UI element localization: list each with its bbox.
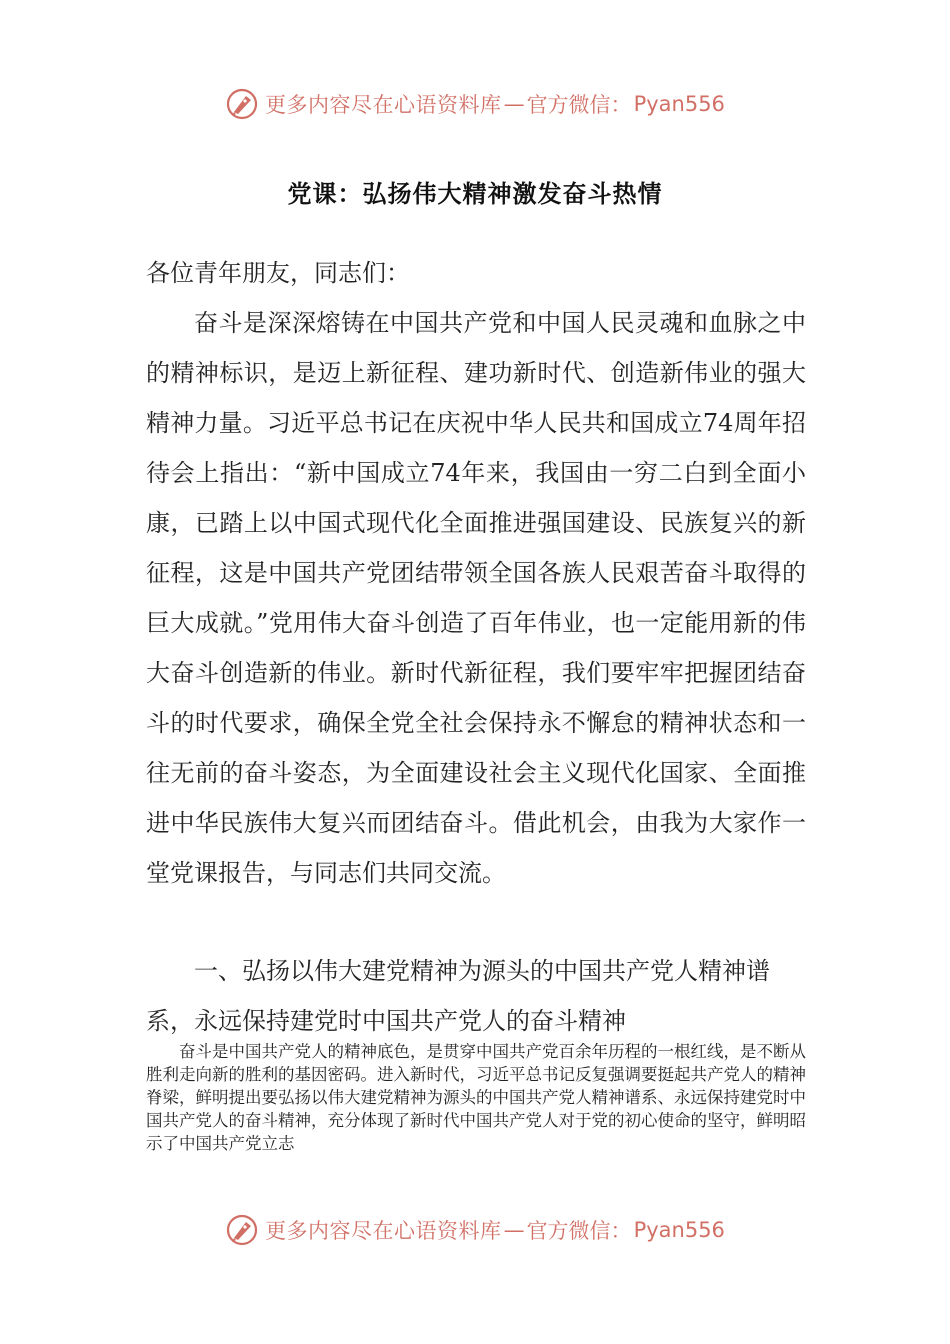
watermark-dash: — — [503, 92, 525, 116]
watermark-id: Pyan556 — [633, 92, 725, 116]
watermark-header — [0, 84, 950, 124]
document-title: 党课：弘扬伟大精神激发奋斗热情 — [287, 180, 663, 208]
watermark-main-text: 更多内容尽在心语资料库 — [265, 1219, 502, 1243]
pen-nib-logo-icon — [225, 1213, 259, 1247]
pen-nib-logo-icon — [225, 87, 259, 121]
section-heading-1: 一、弘扬以伟大建党精神为源头的中国共产党人精神谱系，永远保持建党时中国共产党人的奋斗精神 — [146, 957, 770, 1035]
watermark-dash: — — [503, 1218, 525, 1242]
watermark-suffix: 官方微信： — [526, 93, 632, 117]
paragraph-1: 奋斗是深深熔铸在中国共产党和中国人民灵魂和血脉之中的精神标识，是迈上新征程、建功新时代、创造新伟业的强大精神力量。习近平总书记在庆祝中华人民共和国成立74周年招待会上指出：“新中国成立74年来，我国由一穷二白到全面小康，已踏上以中国式现代化全面推进强国建设、民族复兴的新征程，这是中国共产党团结带领全国各族人民艰苦奋斗取得的巨大成就。”党用伟大奋斗创造了百年伟业，也一定能用新的伟大奋斗创造新的伟业。新时代新征程，我们要牢牢把握团结奋斗的时代要求，确保全党全社会保持永不懈怠的精神状态和一往无前的奋斗姿态，为全面建设社会主义现代化国家、全面推进中华民族伟大复兴而团结奋斗。借此机会，由我为大家作一堂党课报告，与同志们共同交流。 — [146, 309, 806, 887]
watermark-id: Pyan556 — [633, 1218, 725, 1242]
watermark-main-text: 更多内容尽在心语资料库 — [265, 93, 502, 117]
watermark-suffix: 官方微信： — [526, 1219, 632, 1243]
salutation: 各位青年朋友，同志们： — [146, 259, 410, 287]
watermark-footer — [0, 1210, 950, 1250]
paragraph-2: 奋斗是中国共产党人的精神底色，是贯穿中国共产党百余年历程的一根红线，是不断从胜利走向新的胜利的基因密码。进入新时代，习近平总书记反复强调要挺起共产党人的精神脊梁，鲜明提出要弘扬以伟大建党精神为源头的中国共产党人精神谱系、永远保持建党时中国共产党人的奋斗精神，充分体现了新时代中国共产党人对于党的初心使命的坚守，鲜明昭示了中国共产党立志 — [146, 1042, 806, 1153]
